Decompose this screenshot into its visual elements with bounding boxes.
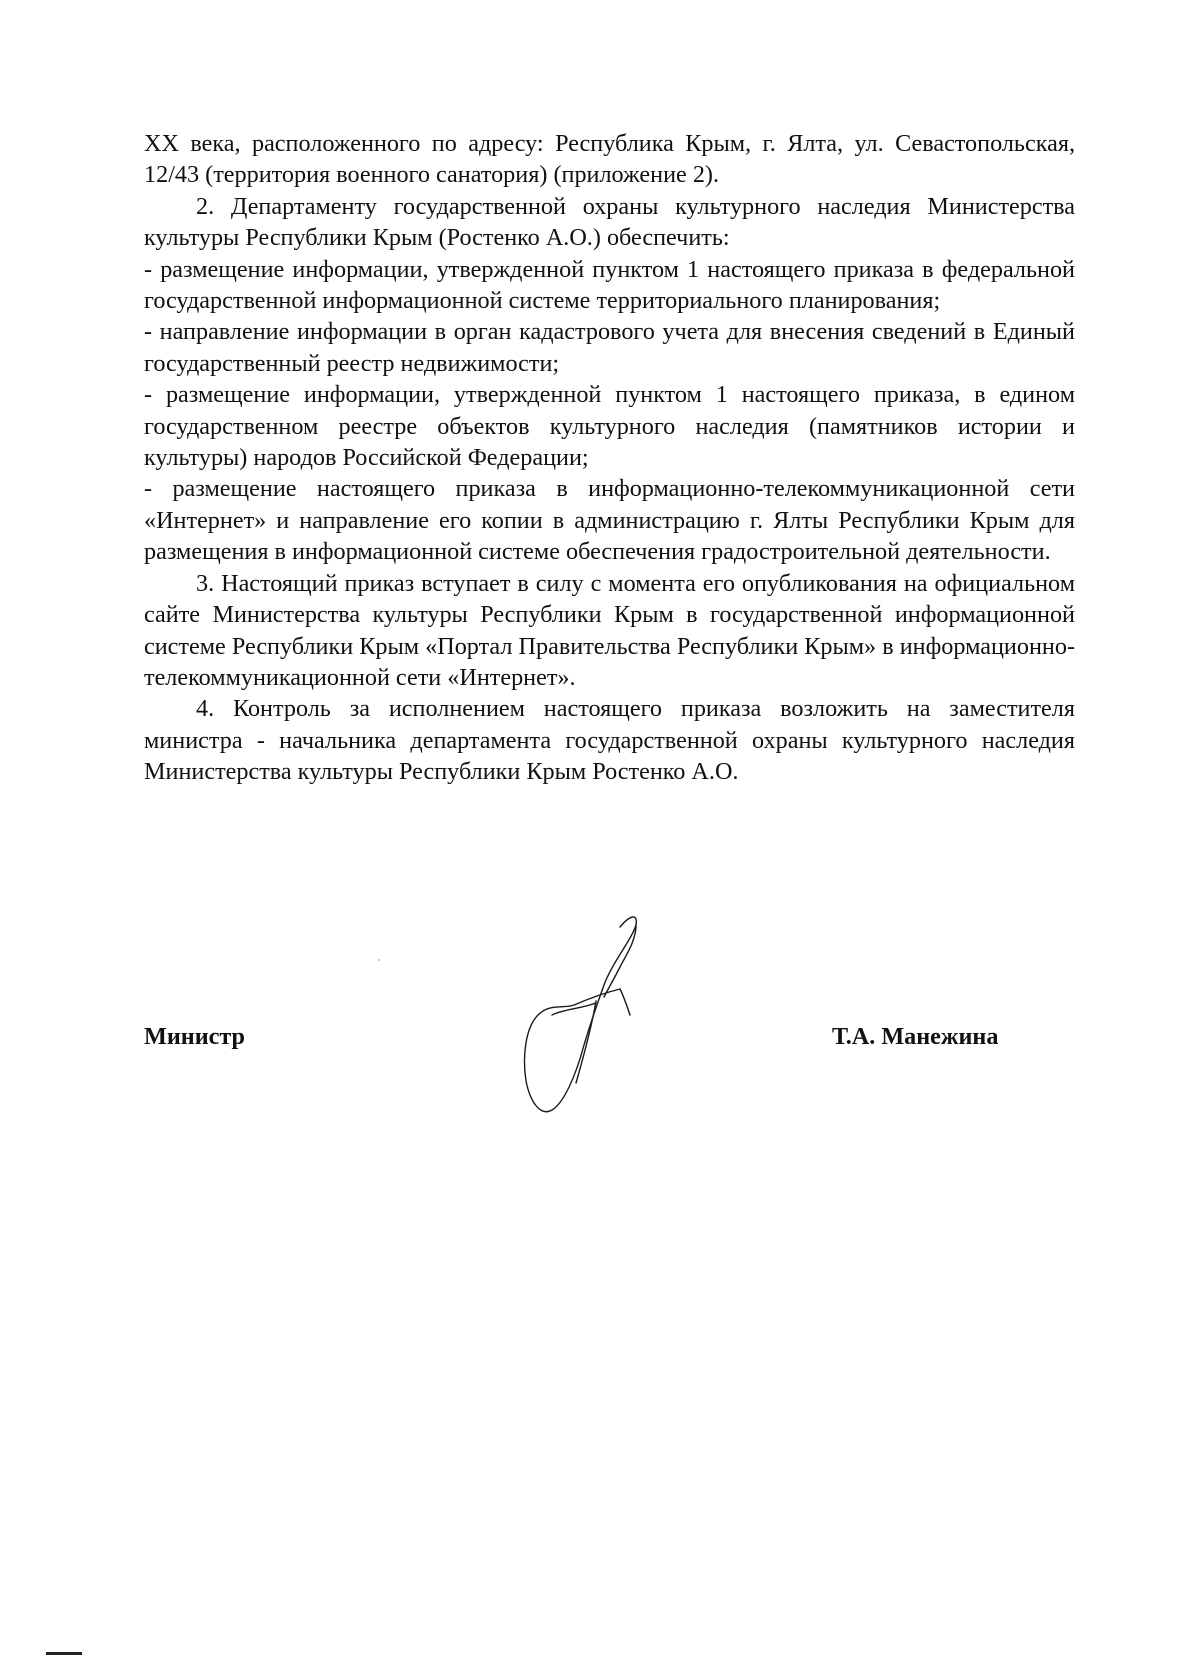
signature-block xyxy=(144,1023,1075,1063)
paragraph-item-2: 2. Департаменту государственной охраны культурного наследия Министерства культуры Республики Крым (Ростенко А.О.) обеспечить: xyxy=(144,192,1075,252)
document-body xyxy=(144,128,1075,788)
bullet-item-2: - направление информации в орган кадастрового учета для внесения сведений в Единый государственный реестр недвижимости; xyxy=(144,318,1075,377)
bullet-item-3: - размещение информации, утвержденной пунктом 1 настоящего приказа, в едином государственном реестре объектов культурного наследия (памятников истории и культуры) народов Российской Федерации; xyxy=(144,381,1075,472)
signatory-name: Т.А. Манежина xyxy=(832,1023,999,1050)
bullet-item-4: - размещение настоящего приказа в информационно-телекоммуникационной сети «Интернет» и направление его копии в администрацию г. Ялты Республики Крым для размещения в информационной системе обеспечения градостроительной деятельности. xyxy=(144,475,1075,566)
bullet-item-1: - размещение информации, утвержденной пунктом 1 настоящего приказа в федеральной государственной информационной системе территориального планирования; xyxy=(144,255,1075,315)
paragraph-intro: XX века, расположенного по адресу: Республика Крым, г. Ялта, ул. Севастопольская, 12/43 (территория военного санатория) (приложение 2). xyxy=(144,130,1075,189)
paragraph-item-4: 4. Контроль за исполнением настоящего приказа возложить на заместителя министра - начальника департамента государственной охраны культурного наследия Министерства культуры Республики Крым Ростенко А.О. xyxy=(144,695,1075,786)
paragraph-item-3: 3. Настоящий приказ вступает в силу с момента его опубликования на официальном сайте Министерства культуры Республики Крым в государственной информационной системе Республики Крым «Портал Правительства Республики Крым» в информационно-телекоммуникационной сети «Интернет». xyxy=(144,569,1075,691)
scan-speck xyxy=(378,959,380,961)
signatory-title: Министр xyxy=(144,1023,246,1050)
scan-edge-mark xyxy=(46,1652,82,1655)
